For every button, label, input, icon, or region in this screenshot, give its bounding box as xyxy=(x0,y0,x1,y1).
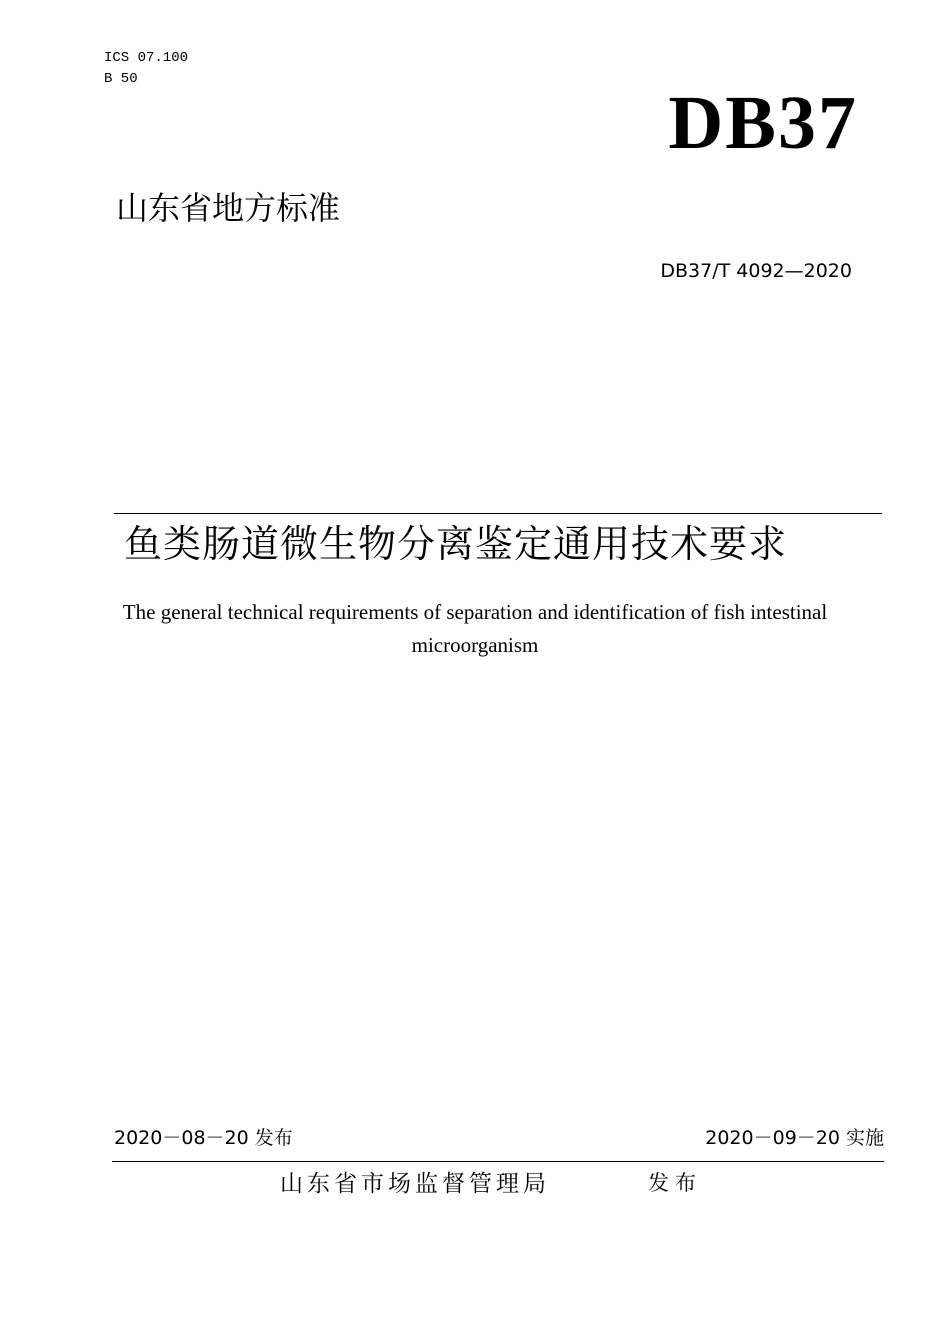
issuing-authority: 山东省市场监督管理局 xyxy=(280,1171,550,1197)
publish-label: 发布 xyxy=(648,1171,702,1195)
standard-category: 山东省地方标准 xyxy=(116,189,341,227)
issue-date: 2020－08－20 发布 xyxy=(114,1127,293,1149)
footer-divider xyxy=(112,1161,884,1162)
title-chinese: 鱼类肠道微生物分离鉴定通用技术要求 xyxy=(124,522,788,566)
ics-code: ICS 07.100 xyxy=(104,50,189,66)
ccs-code: B 50 xyxy=(104,71,138,87)
classification-codes xyxy=(104,48,188,90)
title-divider xyxy=(114,513,882,514)
implementation-date: 2020－09－20 实施 xyxy=(705,1127,884,1149)
title-english: The general technical requirements of separation and identification of fish intestinal microorganism xyxy=(122,600,828,657)
standard-number: DB37/T 4092—2020 xyxy=(660,260,852,282)
db37-logo: DB37 xyxy=(668,81,858,165)
